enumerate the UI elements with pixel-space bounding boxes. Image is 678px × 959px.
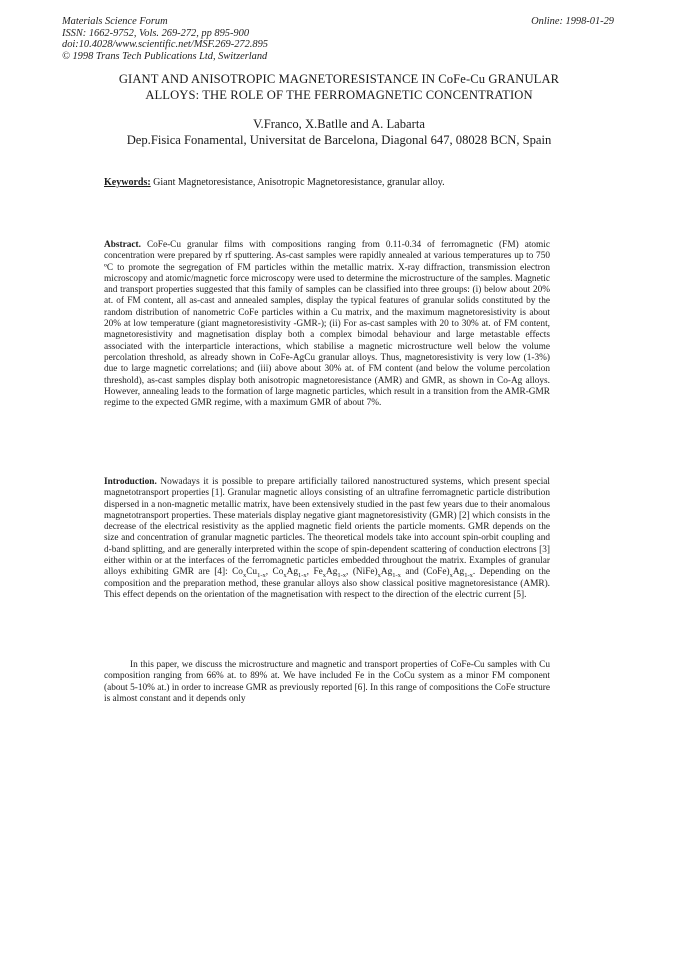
sub-x-2: x — [283, 572, 287, 580]
intro-text-g: , (NiFe) — [346, 567, 378, 578]
sub-x-1: x — [242, 572, 247, 580]
intro-text-c: , Co — [265, 567, 284, 578]
journal-header — [62, 16, 268, 62]
title-line-1: GIANT AND ANISOTROPIC MAGNETORESISTANCE IN CoFe-Cu GRANULAR — [118, 72, 560, 86]
introduction — [104, 477, 550, 601]
intro-text-h: Ag — [380, 567, 393, 578]
sub-1x-5: 1-x — [464, 572, 473, 580]
abstract-label: Abstract. — [104, 240, 141, 250]
paragraph-2: In this paper, we discuss the microstructure and magnetic and transport properties of CoFe-Cu samples with Cu composition ranging from 66% at. to 89% at. We have included Fe in the CoCu system as a minor FM component (about 5-10% at.) in order to increase GMR as previously reported [6]. In this range of compositions the CoFe structure is almost constant and it depends only — [104, 660, 550, 704]
abstract-text: CoFe-Cu granular films with compositions ranging from 0.11-0.34 of ferromagnetic (FM) atomic concentration were prepared by rf sputtering. As-cast samples were rapidly annealed at various temperatures up to 750 ºC to promote the segregation of FM particles within the metallic matrix. X-ray diffraction, transmission electron microscopy and atomic/magnetic force microscopy were used to determine the microstructure of the samples. Magnetic and transport properties suggested that this family of samples can be classified into three groups: (i) below about 20% at. of FM content, all as-cast and annealed samples, display the typical features of granular solids constituted by the random distribution of nanometric CoFe particles within a Cu matrix, and the maximum magnetoresistivity is about 20% at low temperature (giant magnetoresistivity -GMR-); (ii) For as-cast samples with 20 to 30% at. of FM content, magnetoresistivity and magnetisation display both a complex bimodal behaviour and large metastable effects associated with the interparticle interactions, which stabilise a magnetic microstructure well below the volume percolation threshold, as already shown in CoFe-AgCu granular alloys. Thus, magnetoresistivity is very low (1-3%) due to large magnetic correlations; and (iii) above about 30% at. of FM content (and below the volume percolation threshold), as-cast samples display both anisotropic magnetoresistance (AMR) and GMR, as shown in Co-Ag alloys. However, annealing leads to the formation of large magnetic particles, which result in a transition from the AMR-GMR regime to the expected GMR regime, with a maximum GMR of about 7%. — [104, 240, 550, 409]
title-line-2: ALLOYS: THE ROLE OF THE FERROMAGNETIC CONCENTRATION — [145, 88, 533, 102]
online-date — [531, 16, 614, 28]
abstract — [104, 240, 550, 409]
authors: V.Franco, X.Batlle and A. Labarta — [253, 117, 425, 131]
sub-1x-4: 1-x — [392, 572, 401, 580]
sub-1x-3: 1-x — [337, 572, 347, 580]
intro-text-f: Ag — [326, 567, 338, 578]
affiliation: Dep.Fisica Fonamental, Universitat de Barcelona, Diagonal 647, 08028 BCN, Spain — [126, 133, 552, 147]
keywords-text: Giant Magnetoresistance, Anisotropic Magnetoresistance, granular alloy. — [150, 177, 445, 188]
keywords-label: Keywords: — [104, 177, 151, 188]
intro-text-k: . Depending on the composition and the preparation method, these granular alloys also show classical positive magnetoresistance (AMR). This effect depends on the orientation of the magnetisation with respect to the direction of the electric current [5]. — [104, 567, 550, 600]
issn-line: ISSN: 1662-9752, Vols. 269-272, pp 895-900 — [62, 27, 250, 39]
sub-x-5: x — [449, 572, 453, 580]
copyright-line: © 1998 Trans Tech Publications Ltd, Switzerland — [62, 50, 268, 62]
intro-text-b: Cu — [246, 567, 258, 578]
paper-title — [80, 71, 598, 103]
intro-text-e: , Fe — [306, 567, 323, 578]
intro-text-d: Ag — [286, 567, 298, 578]
intro-text-a: Nowadays it is possible to prepare artificially tailored nanostructured systems, which present special magnetotransport properties [1]. Granular magnetic alloys consisting of an ultrafine ferromagnetic particle distribution dispersed in a non-magnetic metallic matrix, have been extensively studied in the past few years due to their anomalous magnetotransport properties. These materials display negative giant magnetoresistivity (GMR) [2] which consists in the decrease of the electrical resistivity as the applied magnetic field orients the particle moments. GMR depends on the size and concentration of granular magnetic particles. The theoretical models take into account spin-orbit coupling and d-band splitting, and are generally interpreted within the scope of spin-dependent scattering of conduction electrons [3] either within or at the interfaces of the ferromagnetic particles embedded throughout the matrix. Examples of granular alloys exhibiting GMR are [4]: Co — [104, 477, 550, 578]
doi-line: doi:10.4028/www.scientific.net/MSF.269-272.895 — [62, 39, 268, 51]
intro-text-i: and (CoFe) — [400, 567, 450, 578]
sub-x-4: x — [377, 572, 381, 580]
intro-text-j: Ag — [452, 567, 465, 578]
sub-1x-2: 1-x — [298, 572, 307, 580]
sub-1x-1: 1-x — [257, 572, 266, 580]
online-date-text: Online: 1998-01-29 — [531, 16, 614, 27]
keywords — [104, 176, 445, 190]
sub-x-3: x — [322, 572, 326, 580]
journal-name: Materials Science Forum — [62, 16, 168, 27]
introduction-label: Introduction. — [104, 477, 157, 487]
